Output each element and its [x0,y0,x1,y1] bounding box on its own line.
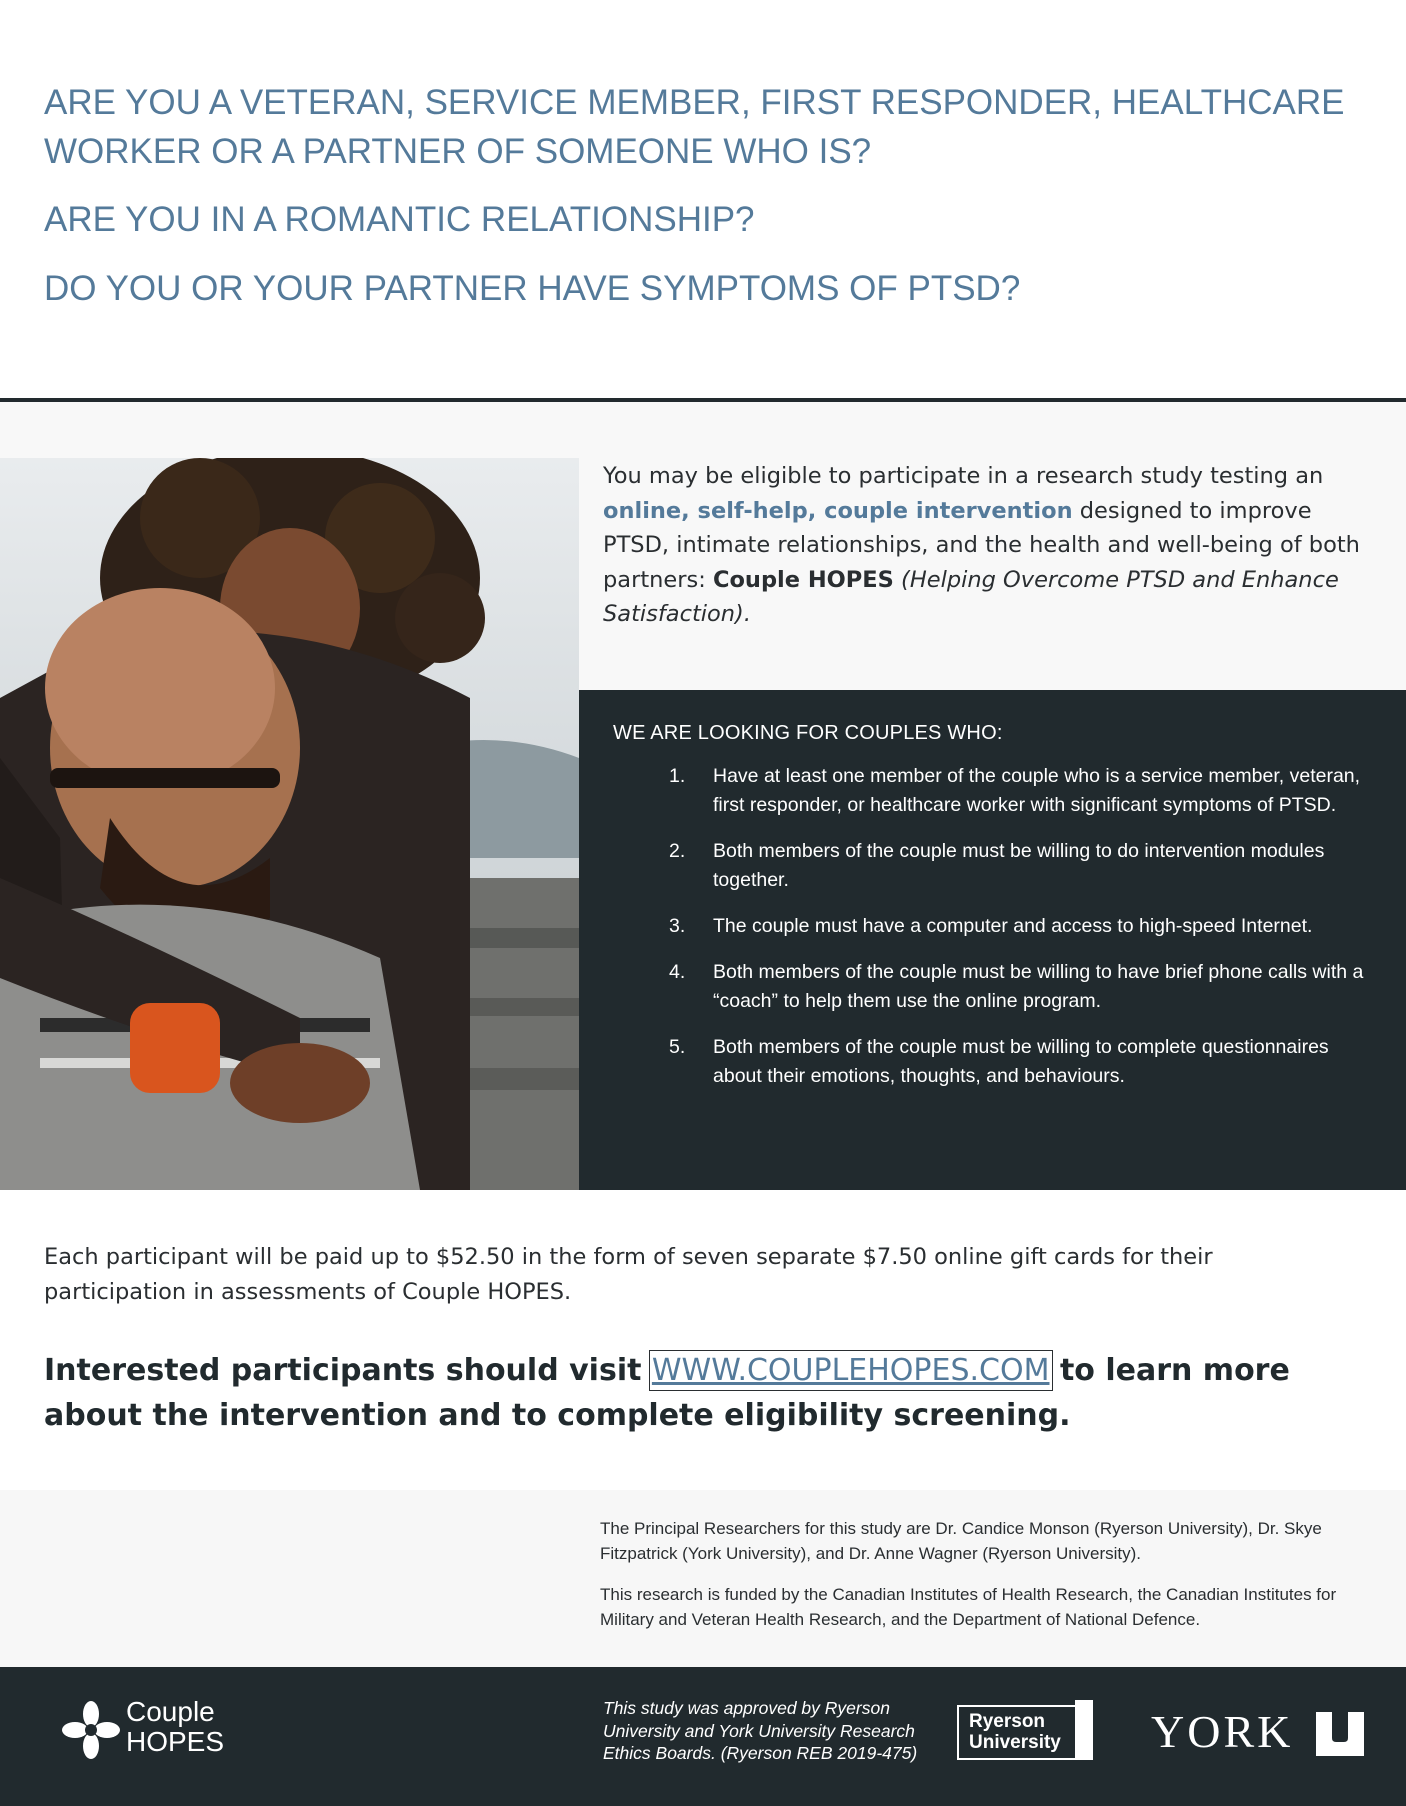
headline-group [44,78,1374,313]
payment-paragraph: Each participant will be paid up to $52.50 in the form of seven separate $7.50 online gift cards for their participation in assessments of Couple HOPES. [44,1244,1213,1305]
ryerson-line-1: Ryerson [969,1711,1046,1732]
intro-paragraph [603,459,1383,632]
list-item-text: The couple must have a computer and access to high-speed Internet. [713,915,1313,937]
list-item-text: Both members of the couple must be willing to complete questionnaires about their emotions, thoughts, and behaviours. [713,1036,1329,1087]
headline-question-1: ARE YOU A VETERAN, SERVICE MEMBER, FIRST RESPONDER, HEALTHCARE WORKER OR A PARTNER OF SOMEONE WHO IS? [44,83,1345,171]
list-item [669,1033,1379,1091]
list-item-number: 2. [669,840,686,862]
list-item [669,762,1379,820]
york-u-mark-icon [1316,1712,1364,1756]
list-item-text: Both members of the couple must be willing to have brief phone calls with a “coach” to help them use the online program. [713,961,1364,1012]
list-item-number: 5. [669,1036,686,1058]
list-item-number: 4. [669,961,686,983]
ryerson-logo-bar [1075,1700,1093,1760]
program-expansion: (Helping Overcome PTSD and Enhance Satisfaction). [603,566,1339,627]
headline-question-2: ARE YOU IN A ROMANTIC RELATIONSHIP? [44,200,755,239]
intro-lead-text: You may be eligible to participate in a research study testing an [603,463,1324,489]
list-item-text: Have at least one member of the couple who is a service member, veteran, first responder, or healthcare worker with significant symptoms of PTSD. [713,765,1361,816]
list-item-text: Both members of the couple must be willing to do intervention modules together. [713,840,1325,891]
york-university-logo: YORK [1151,1706,1294,1757]
eligibility-list [669,762,1379,1108]
eligibility-panel [579,690,1406,1190]
ryerson-line-2: University [969,1732,1061,1753]
intro-accent-text: online, self-help, couple intervention [603,497,1073,524]
ryerson-university-logo [957,1700,1093,1765]
funding-text: This research is funded by the Canadian Institutes of Health Research, the Canadian Institutes for Military and Veteran Health Research, and the Department of National Defence. [600,1585,1337,1629]
footer [0,1667,1406,1806]
call-to-action [44,1348,1384,1438]
logo-wordmark [126,1697,306,1757]
list-item [669,912,1379,941]
couple-photo [0,458,579,1190]
list-item-number: 3. [669,915,686,937]
list-item-number: 1. [669,765,686,787]
ryerson-logo-text [969,1711,1061,1753]
website-link[interactable]: WWW.COUPLEHOPES.COM [651,1353,1050,1388]
logo-line-1: Couple [126,1696,215,1727]
eligibility-heading: WE ARE LOOKING FOR COUPLES WHO: [613,722,1003,744]
headline-question-3: DO YOU OR YOUR PARTNER HAVE SYMPTOMS OF PTSD? [44,269,1021,308]
list-item [669,837,1379,895]
flower-logo-icon [62,1701,120,1759]
list-item [669,958,1379,1016]
researchers-text: The Principal Researchers for this study are Dr. Candice Monson (Ryerson University), Dr. Skye Fitzpatrick (York University), and Dr. Anne Wagner (Ryerson University). [600,1519,1322,1563]
logo-line-2: HOPES [126,1726,225,1757]
program-name: Couple HOPES [712,566,894,593]
intro-mid-text: designed to improve PTSD, intimate relationships, and the health and well-being of both partners: [603,497,1360,593]
cta-before-text: Interested participants should visit [44,1353,652,1388]
ethics-approval-text: This study was approved by Ryerson University and York University Research Ethics Boards. (Ryerson REB 2019-475) [603,1698,918,1763]
cta-after-text: to learn more about the intervention and to complete eligibility screening. [44,1353,1290,1433]
credits-section [0,1490,1406,1667]
